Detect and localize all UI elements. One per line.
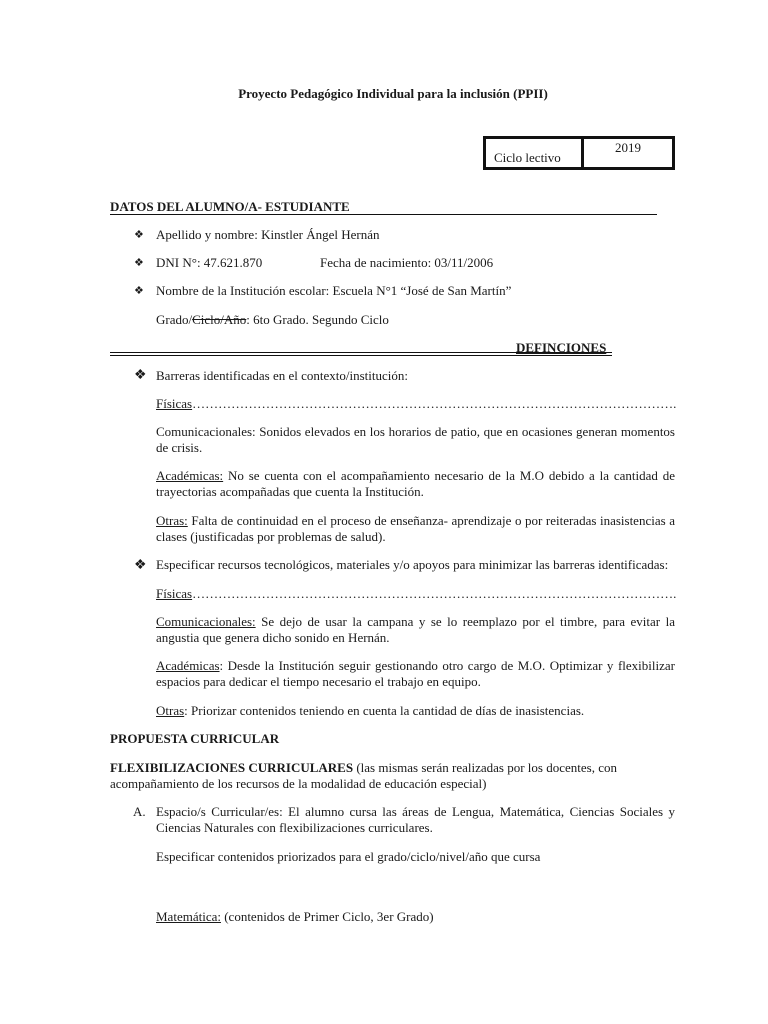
academicas2-label: Académicas (156, 658, 220, 673)
datos-heading: DATOS DEL ALUMNO/A- ESTUDIANTE (110, 199, 657, 215)
propuesta-heading: PROPUESTA CURRICULAR (110, 731, 280, 746)
fisicas2-label: Físicas (156, 586, 193, 601)
list-marker-a: A. (133, 804, 146, 819)
otras2-label: Otras (156, 703, 185, 718)
flexibilizaciones-text: (las mismas serán realizadas por los docentes, con acompañamiento de los recursos de la modalidad de educación especial) (110, 760, 617, 791)
dni-field: DNI N°: 47.621.870 (156, 255, 263, 270)
recursos-label: Especificar recursos tecnológicos, materiales y/o apoyos para minimizar las barreras identificadas: (156, 557, 669, 572)
academicas2-paragraph (156, 658, 675, 690)
grado-prefix: Grado/ (156, 312, 193, 327)
especificar-contenidos: Especificar contenidos priorizados para el grado/ciclo/nivel/año que cursa (156, 849, 541, 864)
flexibilizaciones-heading: FLEXIBILIZACIONES CURRICULARES (110, 760, 354, 775)
institucion-field: Nombre de la Institución escolar: Escuela N°1 “José de San Martín” (156, 283, 512, 298)
academicas-label: Académicas: (156, 468, 224, 483)
academicas2-text: : Desde la Institución seguir gestionando otro cargo de M.O. Optimizar y flexibilizar espacios para dedicar el tiempo necesario el trabajo en equipo. (156, 658, 675, 689)
ciclo-lectivo-year: 2019 (615, 140, 641, 155)
star-bullet-icon: ❖ (134, 229, 144, 241)
fisicas-row (156, 396, 675, 412)
grado-value: : 6to Grado. Segundo Ciclo (246, 312, 389, 327)
grado-field (156, 312, 389, 328)
document-title: Proyecto Pedagógico Individual para la inclusión (PPII) (238, 86, 548, 101)
otras2-paragraph (156, 703, 675, 719)
matematica-label: Matemática: (156, 909, 221, 924)
grado-struck-text: Ciclo/Año (192, 312, 247, 327)
barreras-label: Barreras identificadas en el contexto/institución: (156, 368, 408, 383)
fisicas2-dots: …………………………………………………………………………………………………. (192, 586, 677, 601)
comunicacionales-paragraph: Comunicacionales: Sonidos elevados en los horarios de patio, que en ocasiones generan momentos de crisis. (156, 424, 675, 455)
fisicas2-row (156, 586, 675, 602)
otras-text: Falta de continuidad en el proceso de enseñanza- aprendizaje o por reiteradas inasistencias a clases (justificadas por problemas de salud). (156, 513, 675, 544)
ciclo-lectivo-label-cell (486, 139, 584, 167)
matematica-text: (contenidos de Primer Ciclo, 3er Grado) (220, 909, 434, 924)
espacio-curricular-paragraph: Espacio/s Curricular/es: El alumno cursa las áreas de Lengua, Matemática, Ciencias Sociales y Ciencias Naturales con flexibilizaciones curriculares. (156, 804, 675, 835)
star-bullet-icon: ❖ (134, 285, 144, 297)
comunicacionales2-text: Se dejo de usar la campana y se lo reemplazo por el timbre, para evitar la angustia que genera dicho sonido en Hernán. (156, 614, 675, 645)
otras2-text: : Priorizar contenidos teniendo en cuenta la cantidad de días de inasistencias. (184, 703, 585, 718)
definiciones-heading: DEFINCIONES (516, 340, 607, 355)
fisicas-dots: …………………………………………………………………………………………………. (192, 396, 677, 411)
fisicas-label: Físicas (156, 396, 193, 411)
matematica-row (156, 909, 434, 925)
comunicacionales2-paragraph (156, 614, 675, 646)
academicas-paragraph (156, 468, 675, 500)
otras-label: Otras: (156, 513, 188, 528)
comunicacionales2-label: Comunicacionales: (156, 614, 256, 629)
diamond-bullet-icon: ❖ (134, 368, 147, 383)
flexibilizaciones-paragraph (110, 760, 630, 792)
academicas-text: No se cuenta con el acompañamiento necesario de la M.O debido a la cantidad de trayectorias acompañadas que cuenta la Institución. (156, 468, 675, 499)
ciclo-lectivo-table (483, 136, 675, 170)
diamond-bullet-icon: ❖ (134, 558, 147, 573)
star-bullet-icon: ❖ (134, 257, 144, 269)
nombre-field: Apellido y nombre: Kinstler Ángel Hernán (156, 227, 380, 242)
ciclo-lectivo-label: Ciclo lectivo (494, 150, 561, 165)
fecha-nacimiento-field: Fecha de nacimiento: 03/11/2006 (320, 255, 494, 270)
otras-paragraph (156, 513, 675, 545)
